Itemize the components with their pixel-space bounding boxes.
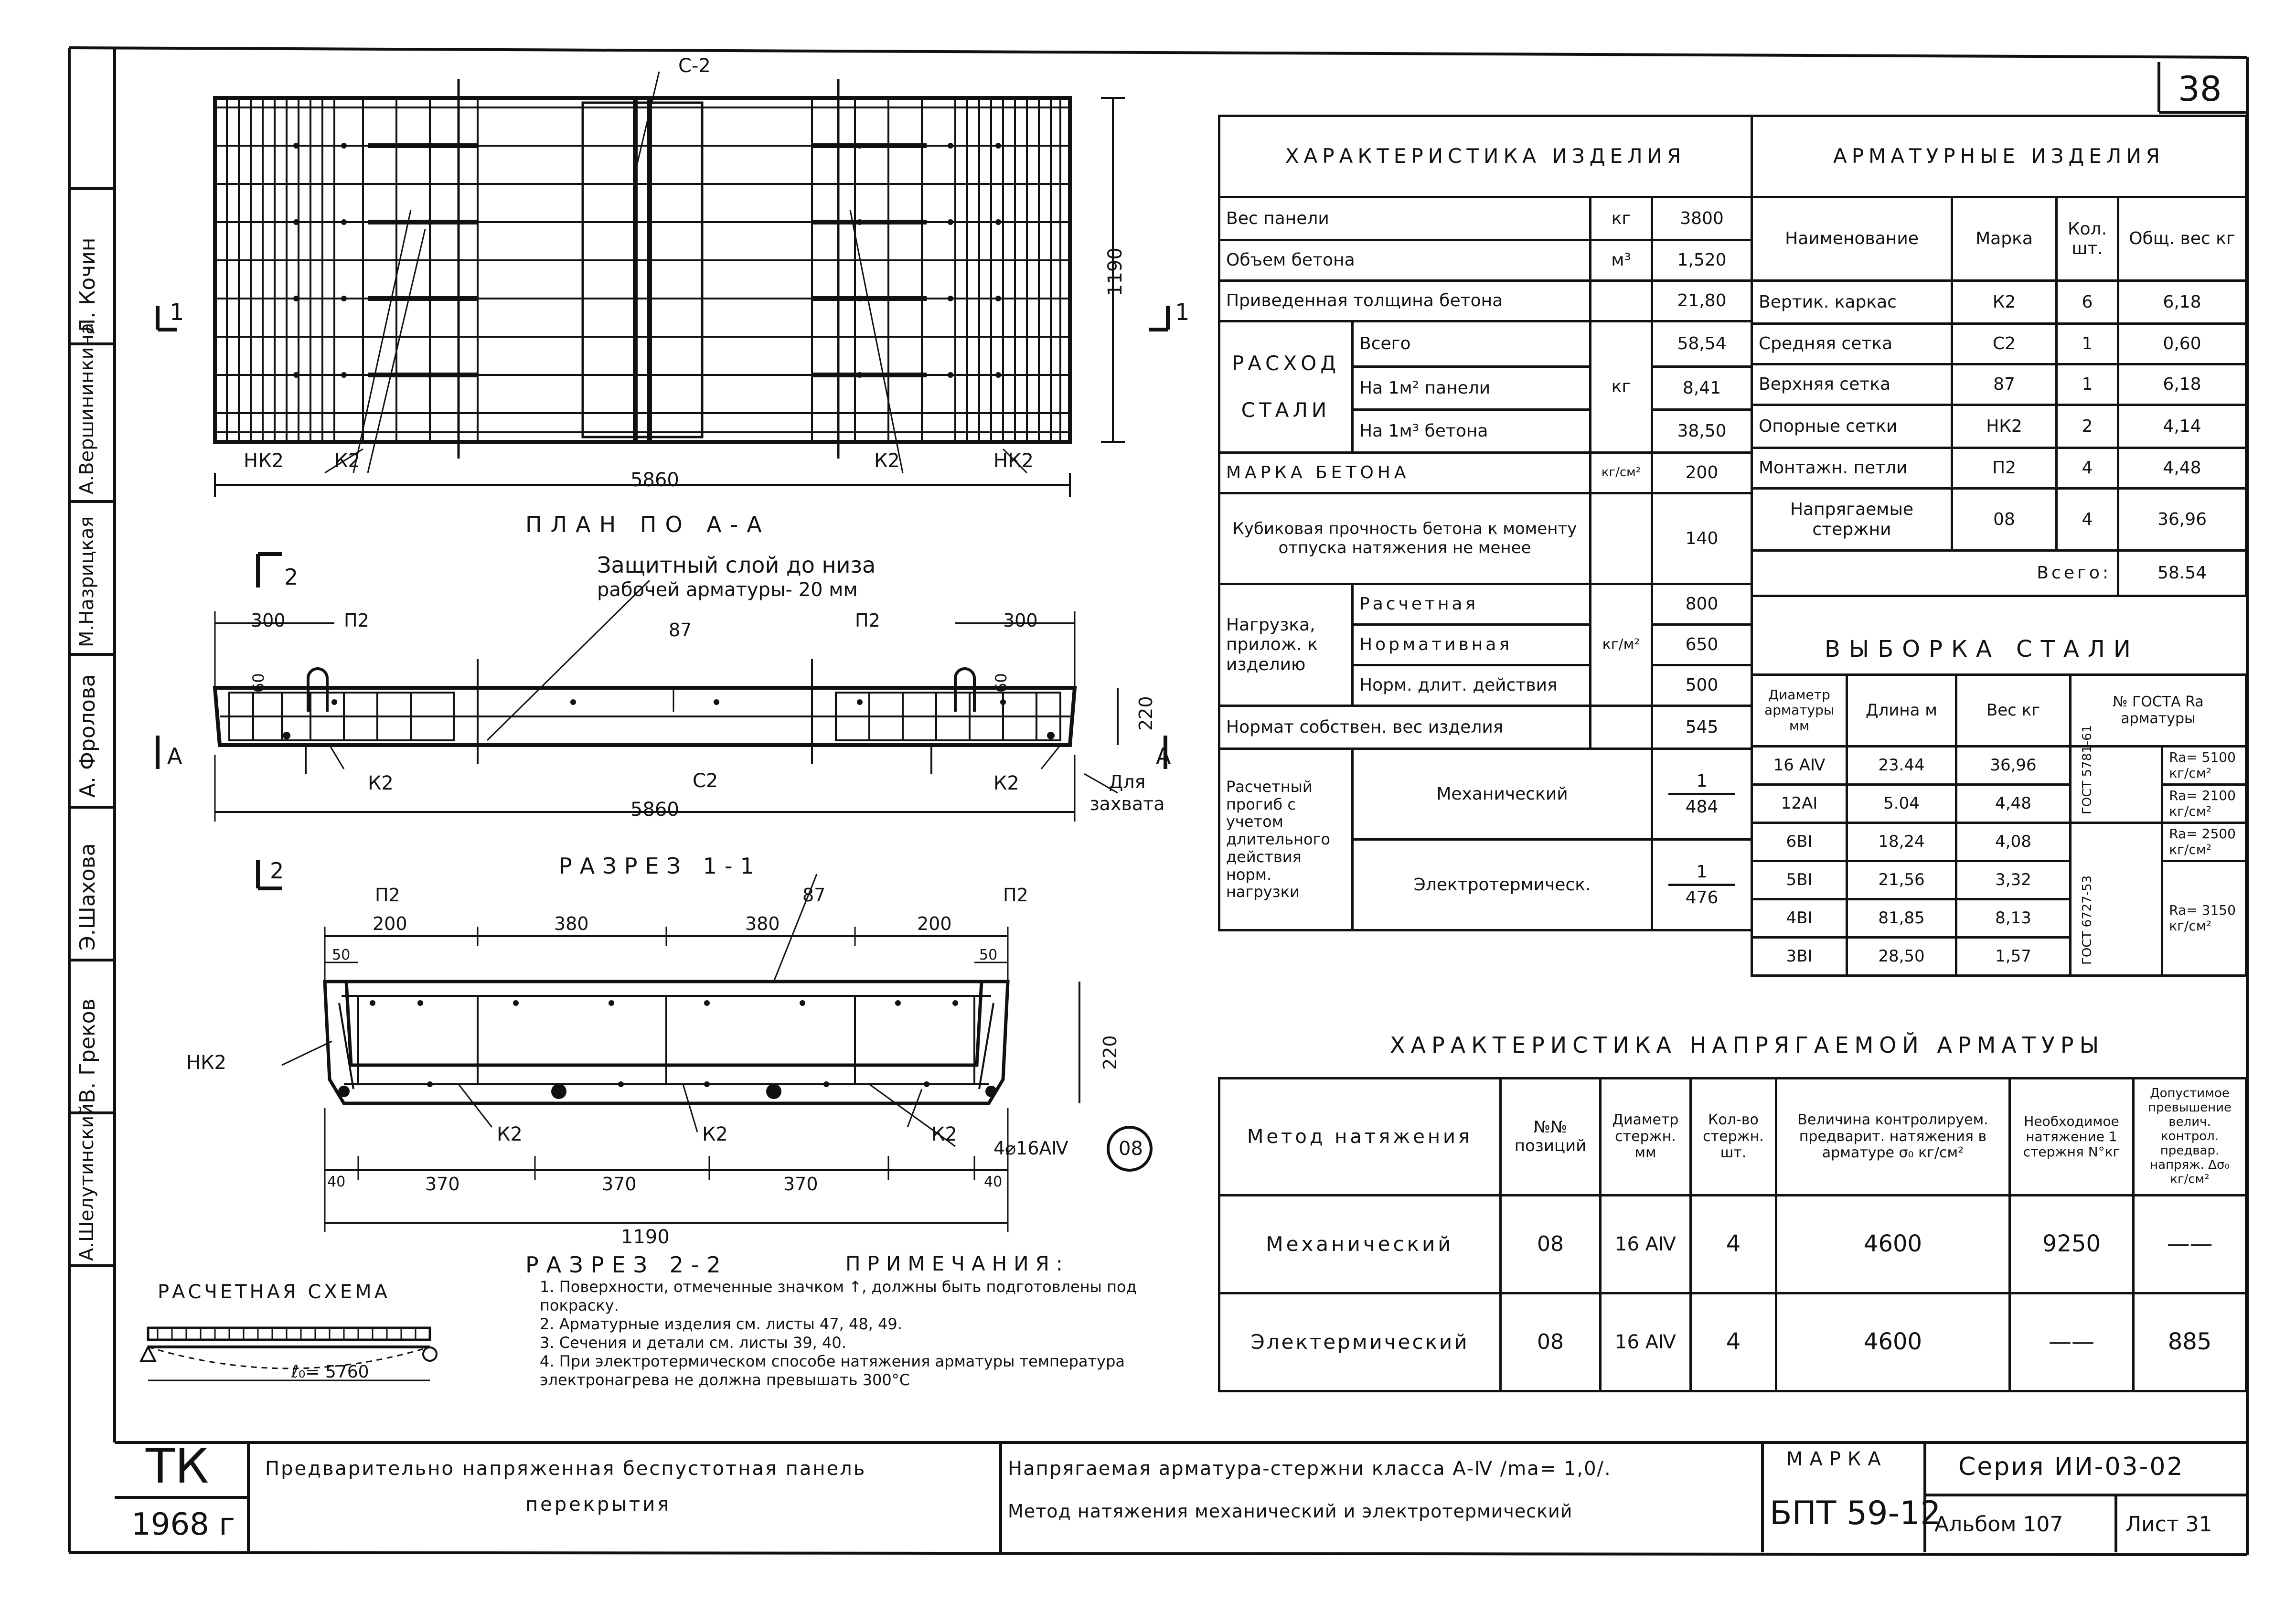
weight-unit: кг	[1591, 197, 1652, 240]
loads-unit: кг/м²	[1591, 584, 1652, 706]
steel-per-m3-value: 38,50	[1652, 410, 1752, 453]
rebar-cell: 4,48	[2118, 448, 2246, 489]
rebar-total-label: Всего:	[1752, 551, 2118, 596]
steel-col-diameter: Диаметр арматуры мм	[1752, 675, 1847, 747]
rebar-row	[1752, 324, 2246, 364]
section1-dim-300-left: 300	[251, 610, 286, 631]
signature-nazritskaya: М.Назрицкая	[76, 516, 98, 647]
signature-shakhova: Э.Шахова	[75, 843, 100, 951]
rebar-cell: 08	[1952, 489, 2057, 551]
deflection-mech-value	[1652, 749, 1752, 840]
plan-label-nk2-left: НК2	[244, 450, 284, 472]
tension-cell: 08	[1501, 1196, 1601, 1293]
title-block-mark-label: МАРКА	[1786, 1448, 1888, 1470]
plan-label-nk2-right: НК2	[993, 450, 1034, 472]
title-block-album: Альбом 107	[1934, 1512, 2063, 1537]
steel-cell: 4,08	[1956, 823, 2071, 861]
rebar-col-qty: Кол. шт.	[2057, 197, 2118, 281]
section2-dim-200-left: 200	[373, 913, 407, 934]
tension-col-excess: Допустимое превышение велич. контрол. предвар. напряж. Δσ₀ кг/см²	[2134, 1079, 2246, 1196]
sheet-number: 38	[2178, 69, 2222, 109]
tension-cell: 9250	[2010, 1196, 2134, 1293]
steel-col-gost: № ГОСТА Ra арматуры	[2071, 675, 2246, 747]
steel-cell: 4ВⅠ	[1752, 899, 1847, 938]
volume-unit: м³	[1591, 240, 1652, 281]
weight-label: Вес панели	[1219, 197, 1591, 240]
rebar-cell: 36,96	[2118, 489, 2246, 551]
tension-cell: 4600	[1776, 1196, 2010, 1293]
section2-dim-40-left: 40	[327, 1174, 346, 1190]
rebar-cell: 0,60	[2118, 324, 2246, 364]
steel-total-label: Всего	[1353, 321, 1591, 367]
steel-selection-table	[1751, 673, 2247, 977]
tension-cell: Электермический	[1219, 1293, 1501, 1391]
rebar-cell: 6,18	[2118, 281, 2246, 324]
note-item: 4. При электротермическом способе натяжения арматуры температура электронагрева не должна превышать 300°С	[540, 1352, 1125, 1389]
tension-col-force: Необходимое натяжение 1 стержня N°кг	[2010, 1079, 2134, 1196]
notes-title: ПРИМЕЧАНИЯ:	[845, 1252, 1069, 1275]
steel-row	[1752, 861, 2246, 899]
thickness-label: Приведенная толщина бетона	[1219, 281, 1591, 321]
steel-unit: кг	[1591, 321, 1652, 453]
steel-cell: 3ВⅠ	[1752, 938, 1847, 976]
cube-strength-label: Кубиковая прочность бетона к моменту отпуска натяжения не менее	[1219, 493, 1591, 584]
plan-label-c2: С-2	[678, 55, 711, 77]
steel-cell: 3,32	[1956, 861, 2071, 899]
rebar-row	[1752, 281, 2246, 324]
plan-label-k2-left: К2	[334, 450, 360, 472]
loads-label: Нагрузка, прилож. к изделию	[1219, 584, 1353, 706]
load-normative-label: Нормативная	[1353, 625, 1591, 665]
steel-selection-title: ВЫБОРКА СТАЛИ	[1825, 636, 2139, 662]
steel-per-m2-label: На 1м² панели	[1353, 367, 1591, 410]
signature-vershininkina: А.Вершининкина	[76, 322, 98, 494]
section1-label-k2-left: К2	[368, 772, 394, 794]
steel-cell: 23.44	[1847, 747, 1956, 785]
steel-cell: Ra= 5100 кг/см²	[2162, 747, 2246, 785]
note-item: 3. Сечения и детали см. листы 39, 40.	[540, 1334, 846, 1352]
tension-col-position: №№ позиций	[1501, 1079, 1601, 1196]
deflection-mech-den: 484	[1685, 797, 1719, 817]
section2-total-dim: 1190	[621, 1226, 670, 1248]
tension-cell: 4	[1691, 1196, 1776, 1293]
section2-dim-220: 220	[1100, 1035, 1121, 1070]
rebar-cell: Верхняя сетка	[1752, 364, 1952, 405]
rebar-cell: 6	[2057, 281, 2118, 324]
section1-mark-a-left: А	[167, 743, 182, 769]
steel-cell: 36,96	[1956, 747, 2071, 785]
rebar-cell: НК2	[1952, 405, 2057, 448]
rebar-row	[1752, 364, 2246, 405]
plan-cut-mark-right: 1	[1175, 299, 1190, 326]
steel-total-value: 58,54	[1652, 321, 1752, 367]
volume-label: Объем бетона	[1219, 240, 1591, 281]
section2-label-k2-3: К2	[931, 1123, 957, 1145]
concrete-grade-unit: кг/см²	[1591, 453, 1652, 493]
plan-width-dim: 1190	[1104, 247, 1126, 296]
steel-label-1: РАСХОД	[1231, 351, 1340, 375]
section1-dim-60-left: 60	[249, 673, 267, 693]
load-design-value: 800	[1652, 584, 1752, 625]
title-block-name-line1: Предварительно напряженная беспустотная панель	[265, 1458, 866, 1480]
rebar-cell: 4	[2057, 489, 2118, 551]
rebar-cell: С2	[1952, 324, 2057, 364]
steel-per-m3-label: На 1м³ бетона	[1353, 410, 1591, 453]
section1-label-k2-right: К2	[993, 772, 1019, 794]
plan-length-dim: 5860	[630, 469, 679, 491]
rebar-items-title: АРМАТУРНЫЕ ИЗДЕЛИЯ	[1752, 116, 2246, 197]
steel-cell: 5ВⅠ	[1752, 861, 1847, 899]
volume-value: 1,520	[1652, 240, 1752, 281]
section2-dim-40-right: 40	[984, 1174, 1003, 1190]
section1-label-p2-left: П2	[344, 610, 369, 631]
tension-cell: Механический	[1219, 1196, 1501, 1293]
rebar-col-name: Наименование	[1752, 197, 1952, 281]
steel-col-weight: Вес кг	[1956, 675, 2071, 747]
rebar-cell: П2	[1952, 448, 2057, 489]
deflection-mech-label: Механический	[1353, 749, 1652, 840]
notes-list	[540, 1278, 1218, 1389]
tension-col-stress: Величина контролируем. предварит. натяжения в арматуре σ₀ кг/см²	[1776, 1079, 2010, 1196]
tension-cell: 16 АⅣ	[1601, 1196, 1691, 1293]
tension-col-count: Кол-во стержн. шт.	[1691, 1079, 1776, 1196]
signature-grekov: В. Греков	[75, 998, 100, 1103]
tension-table	[1218, 1077, 2247, 1392]
plan-drawing	[143, 53, 1232, 530]
load-long-term-value: 500	[1652, 665, 1752, 706]
tension-col-method: Метод натяжения	[1219, 1079, 1501, 1196]
section1-capture-label: Для захвата	[1089, 771, 1165, 814]
steel-per-m2-value: 8,41	[1652, 367, 1752, 410]
section1-label-p2-right: П2	[855, 610, 880, 631]
gost-2-label: ГОСТ 6727-53	[2080, 875, 2094, 965]
deflection-elec-value	[1652, 840, 1752, 930]
steel-cell: 16 АⅣ	[1752, 747, 1847, 785]
tension-cell: 16 АⅣ	[1601, 1293, 1691, 1391]
section2-title: РАЗРЕЗ 2-2	[525, 1252, 728, 1278]
deflection-elec-den: 476	[1685, 888, 1719, 908]
tension-cell: 4	[1691, 1293, 1776, 1391]
rebar-col-mark: Марка	[1952, 197, 2057, 281]
steel-cell: Ra= 2500 кг/см²	[2162, 823, 2246, 861]
signature-kochin: Л. Кочин	[75, 237, 100, 334]
tension-title: ХАРАКТЕРИСТИКА НАПРЯГАЕМОЙ АРМАТУРЫ	[1390, 1032, 2105, 1058]
section1-dim-60-right: 60	[992, 673, 1010, 693]
note-item: 1. Поверхности, отмеченные значком ↑, должны быть подготовлены под покраску.	[540, 1278, 1137, 1315]
steel-consumption-label	[1219, 321, 1353, 453]
rebar-cell: 6,18	[2118, 364, 2246, 405]
plan-title: ПЛАН ПО А-А	[525, 512, 770, 537]
title-block-series: Серия ИИ-03-02	[1958, 1452, 2184, 1481]
steel-row	[1752, 823, 2246, 861]
note-item: 2. Арматурные изделия см. листы 47, 48, 49.	[540, 1315, 902, 1334]
product-characteristics-table	[1218, 115, 1753, 931]
load-long-term-label: Норм. длит. действия	[1353, 665, 1591, 706]
concrete-grade-label: МАРКА БЕТОНА	[1219, 453, 1591, 493]
steel-row	[1752, 785, 2246, 823]
rebar-row	[1752, 489, 2246, 551]
concrete-grade-value: 200	[1652, 453, 1752, 493]
steel-cell: Ra= 2100 кг/см²	[2162, 785, 2246, 823]
tension-col-diameter: Диаметр стержн. мм	[1601, 1079, 1691, 1196]
title-block-org: ТК	[146, 1438, 209, 1494]
section2-dim-50-left: 50	[332, 947, 351, 963]
rebar-cell: 4	[2057, 448, 2118, 489]
title-block-desc-line1: Напрягаемая арматура-стержни класса А-Ⅳ /mа= 1,0/.	[1008, 1458, 1612, 1480]
own-weight-label: Нормат собствен. вес изделия	[1219, 706, 1591, 749]
steel-cell: 4,48	[1956, 785, 2071, 823]
tension-cell: ——	[2010, 1293, 2134, 1391]
weight-value: 3800	[1652, 197, 1752, 240]
own-weight-value: 545	[1652, 706, 1752, 749]
rebar-col-weight: Общ. вес кг	[2118, 197, 2246, 281]
steel-cell: 12АⅠ	[1752, 785, 1847, 823]
section2-dim-50-right: 50	[979, 947, 998, 963]
section2-dim-380-left: 380	[554, 913, 589, 934]
section2-dim-370-2: 370	[602, 1174, 637, 1195]
steel-cell: 28,50	[1847, 938, 1956, 976]
plan-cut-mark-left: 1	[170, 299, 184, 326]
title-block-year: 1968 г	[131, 1507, 235, 1542]
section2-dim-200-right: 200	[917, 913, 952, 934]
steel-cell: 81,85	[1847, 899, 1956, 938]
section2-dim-370-3: 370	[783, 1174, 818, 1195]
rebar-cell: 87	[1952, 364, 2057, 405]
steel-label-2: СТАЛИ	[1241, 398, 1331, 422]
rebar-cell: Средняя сетка	[1752, 324, 1952, 364]
rebar-row	[1752, 448, 2246, 489]
steel-cell: 6ВⅠ	[1752, 823, 1847, 861]
characteristics-title: ХАРАКТЕРИСТИКА ИЗДЕЛИЯ	[1219, 116, 1752, 197]
tension-cell: 885	[2134, 1293, 2246, 1391]
title-block-sheet: Лист 31	[2125, 1512, 2212, 1537]
section2-dim-380-right: 380	[745, 913, 780, 934]
signature-shelutinsky: А.Шелутинский	[76, 1103, 98, 1261]
scheme-span: ℓ₀= 5760	[291, 1362, 369, 1382]
scheme-title: РАСЧЕТНАЯ СХЕМА	[158, 1281, 390, 1303]
title-block-name-line2: перекрытия	[525, 1494, 672, 1516]
rebar-cell: Вертик. каркас	[1752, 281, 1952, 324]
steel-col-length: Длина м	[1847, 675, 1956, 747]
rebar-cell: 2	[2057, 405, 2118, 448]
section2-label-nk2: НК2	[186, 1052, 226, 1074]
steel-cell: 5.04	[1847, 785, 1956, 823]
section1-dim-300-right: 300	[1003, 610, 1038, 631]
rebar-cell: К2	[1952, 281, 2057, 324]
cube-strength-value: 140	[1652, 493, 1752, 584]
section1-mark-a-right: А	[1156, 743, 1171, 769]
deflection-label: Расчетный прогиб с учетом длительного действия норм. нагрузки	[1219, 749, 1353, 930]
section2-mark-2: 2	[270, 858, 284, 884]
rebar-cell: Опорные сетки	[1752, 405, 1952, 448]
section2-label-p2-right: П2	[1003, 885, 1028, 906]
section2-label-87: 87	[802, 885, 826, 906]
steel-row	[1752, 747, 2246, 785]
deflection-elec-num: 1	[1696, 862, 1708, 882]
gost-1-label: ГОСТ 5781-61	[2080, 725, 2094, 814]
steel-cell: Ra= 3150 кг/см²	[2162, 861, 2246, 976]
rebar-row	[1752, 405, 2246, 448]
tension-row	[1219, 1196, 2246, 1293]
steel-cell: 18,24	[1847, 823, 1956, 861]
tension-cell: 08	[1501, 1293, 1601, 1391]
section1-mark-2: 2	[284, 564, 299, 590]
title-block-mark: БПТ 59-12	[1770, 1495, 1941, 1532]
section2-dim-370-1: 370	[425, 1174, 460, 1195]
rebar-cell: 1	[2057, 364, 2118, 405]
tension-row	[1219, 1293, 2246, 1391]
tension-cell: ——	[2134, 1196, 2246, 1293]
section1-dim-220: 220	[1135, 696, 1156, 731]
calc-scheme-drawing	[139, 1309, 473, 1399]
section1-title: РАЗРЕЗ 1-1	[559, 853, 762, 879]
section2-label-p2-left: П2	[375, 885, 400, 906]
section1-note-line1: Защитный слой до низа	[597, 552, 876, 578]
section2-label-k2-1: К2	[497, 1123, 523, 1145]
plan-label-k2-right: К2	[874, 450, 900, 472]
section2-position-label: 08	[1119, 1138, 1143, 1160]
section2-label-k2-2: К2	[702, 1123, 728, 1145]
section1-length-dim: 5860	[630, 799, 679, 821]
rebar-total-value: 58.54	[2118, 551, 2246, 596]
rebar-cell: 4,14	[2118, 405, 2246, 448]
rebar-items-table	[1751, 115, 2247, 597]
rebar-cell: Напрягаемые стержни	[1752, 489, 1952, 551]
deflection-elec-label: Электротермическ.	[1353, 840, 1652, 930]
tension-cell: 4600	[1776, 1293, 2010, 1391]
title-block-desc-line2: Метод натяжения механический и электротермический	[1008, 1501, 1573, 1522]
section1-note-line2: рабочей арматуры- 20 мм	[597, 579, 858, 601]
section2-rebar-label: 4⌀16АⅣ	[993, 1138, 1068, 1159]
thickness-value: 21,80	[1652, 281, 1752, 321]
section1-label-c2: С2	[693, 770, 718, 792]
gost-2-cell	[2071, 823, 2162, 976]
section-2-2-drawing	[143, 860, 1232, 1251]
section1-label-87: 87	[669, 619, 692, 641]
deflection-mech-num: 1	[1696, 771, 1708, 791]
load-design-label: Расчетная	[1353, 584, 1591, 625]
load-normative-value: 650	[1652, 625, 1752, 665]
steel-cell: 8,13	[1956, 899, 2071, 938]
rebar-cell: Монтажн. петли	[1752, 448, 1952, 489]
steel-cell: 21,56	[1847, 861, 1956, 899]
steel-cell: 1,57	[1956, 938, 2071, 976]
signature-frolova: А. Фролова	[75, 674, 100, 798]
rebar-cell: 1	[2057, 324, 2118, 364]
gost-1-cell	[2071, 725, 2162, 823]
